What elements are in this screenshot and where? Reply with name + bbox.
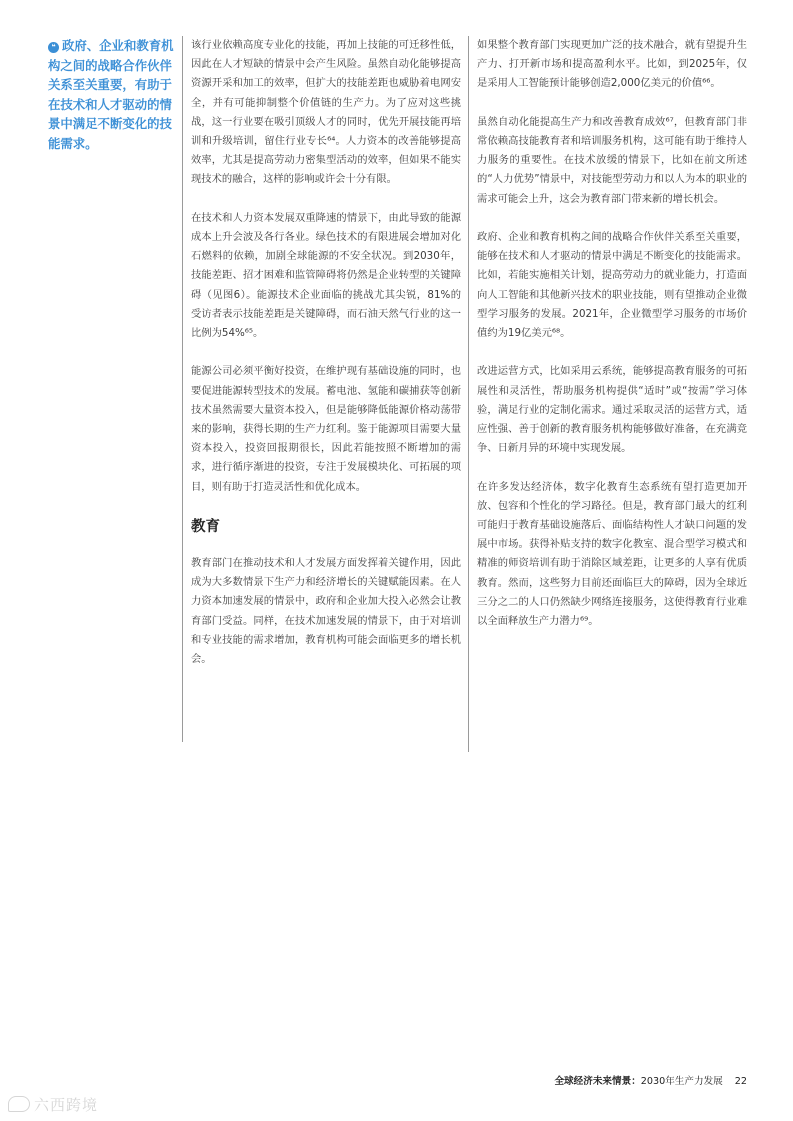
quote-icon: ❝	[48, 42, 59, 53]
footer-report-title: 全球经济未来情景：	[554, 1076, 641, 1087]
paragraph: 虽然自动化能提高生产力和改善教育成效⁶⁷，但教育部门非常依赖高技能教育者和培训服务机构，这可能有助于维持人力服务的重要性。在技术放缓的情景下，比如在前文所述的“人力优势”情景中，对技能型劳动力和以人为本的职业的需求可能会上升，这会为教育部门带来新的增长机会。	[477, 115, 747, 205]
column-divider-right	[468, 36, 469, 752]
chat-bubble-logo-icon	[8, 1096, 30, 1112]
paragraph: 教育部门在推动技术和人才发展方面发挥着关键作用，因此成为大多数情景下生产力和经济增长的关键赋能因素。在人力资本加速发展的情景中，政府和企业加大投入必然会让教育部门受益。同样，在技术加速发展的情景下，由于对培训和专业技能的需求增加，教育机构可能会面临更多的增长机会。	[191, 557, 461, 666]
page-number: 22	[734, 1076, 747, 1087]
paragraph: 能源公司必须平衡好投资，在维护现有基础设施的同时，也要促进能源转型技术的发展。蓄电池、氢能和碳捕获等创新技术虽然需要大量资本投入，但是能够降低能源价格动荡带来的影响，获得长期的生产力红利。鉴于能源项目需要大量资本投入，投资回报期很长，因此若能按照不断增加的需求，进行循序渐进的投资，专注于发展模块化、可拓展的项目，则有助于打造灵活性和优化成本。	[191, 365, 461, 493]
section-heading-education: 教育	[191, 519, 220, 536]
pull-quote	[48, 36, 176, 154]
paragraph: 政府、企业和教育机构之间的战略合作伙伴关系至关重要，能够在技术和人才驱动的情景中满足不断变化的技能需求。比如，若能实施相关计划，提高劳动力的就业能力，打造面向人工智能和其他新兴技术的职业技能，则有望推动企业微型学习服务的发展。2021年，企业微型学习服务的市场价值约为19亿美元⁶⁸。	[477, 231, 747, 340]
paragraph: 如果整个教育部门实现更加广泛的技术融合，就有望提升生产力、打开新市场和提高盈利水平。比如，到2025年，仅是采用人工智能预计能够创造2,000亿美元的价值⁶⁶。	[477, 39, 747, 90]
text-column-left	[191, 36, 461, 688]
column-divider-left	[182, 36, 183, 742]
page-footer	[554, 1073, 747, 1087]
paragraph: 在许多发达经济体，数字化教育生态系统有望打造更加开放、包容和个性化的学习路径。但是，教育部门最大的红利可能归于教育基础设施落后、面临结构性人才缺口问题的发展中市场。获得补贴支持的数字化教室、混合型学习模式和精准的师资培训有助于消除区域差距，让更多的人享有优质教育。然而，这些努力目前还面临巨大的障碍，因为全球近三分之二的人口仍然缺少网络连接服务，这使得教育行业难以全面释放生产力潜力⁶⁹。	[477, 480, 747, 628]
watermark	[8, 1094, 98, 1115]
footer-subtitle: 2030年生产力发展	[640, 1076, 723, 1087]
text-column-right	[477, 36, 747, 650]
paragraph: 改进运营方式，比如采用云系统，能够提高教育服务的可拓展性和灵活性，帮助服务机构提供“适时”或“按需”学习体验，满足行业的定制化需求。通过采取灵活的运营方式，适应性强、善于创新的教育服务机构能够做好准备，在充满竞争、日新月异的环境中实现发展。	[477, 365, 747, 455]
watermark-text: 六西跨境	[34, 1096, 99, 1114]
paragraph: 该行业依赖高度专业化的技能，再加上技能的可迁移性低，因此在人才短缺的情景中会产生风险。虽然自动化能够提高资源开采和加工的效率，但扩大的技能差距也威胁着电网安全，并有可能抑制整个价值链的生产力。为了应对这些挑战，这一行业要在吸引顶级人才的同时，优先开展技能再培训和升级培训，留住行业专长⁶⁴。人力资本的改善能够提高效率，尤其是提高劳动力密集型活动的效率，但如果不能实现技术的融合，这样的影响或许会十分有限。	[191, 39, 461, 186]
pull-quote-text: 政府、企业和教育机构之间的战略合作伙伴关系至关重要，有助于在技术和人才驱动的情景中满足不断变化的技能需求。	[48, 38, 174, 151]
paragraph: 在技术和人力资本发展双重降速的情景下，由此导致的能源成本上升会波及各行各业。绿色技术的有限进展会增加对化石燃料的依赖，加剧全球能源的不安全状况。到2030年，技能差距、招才困难和监管障碍将仍然是企业转型的关键障碍（见图6）。能源技术企业面临的挑战尤其尖锐，81%的受访者表示技能差距是关键障碍，而石油天然气行业的这一比例为54%⁶⁵。	[191, 211, 461, 340]
